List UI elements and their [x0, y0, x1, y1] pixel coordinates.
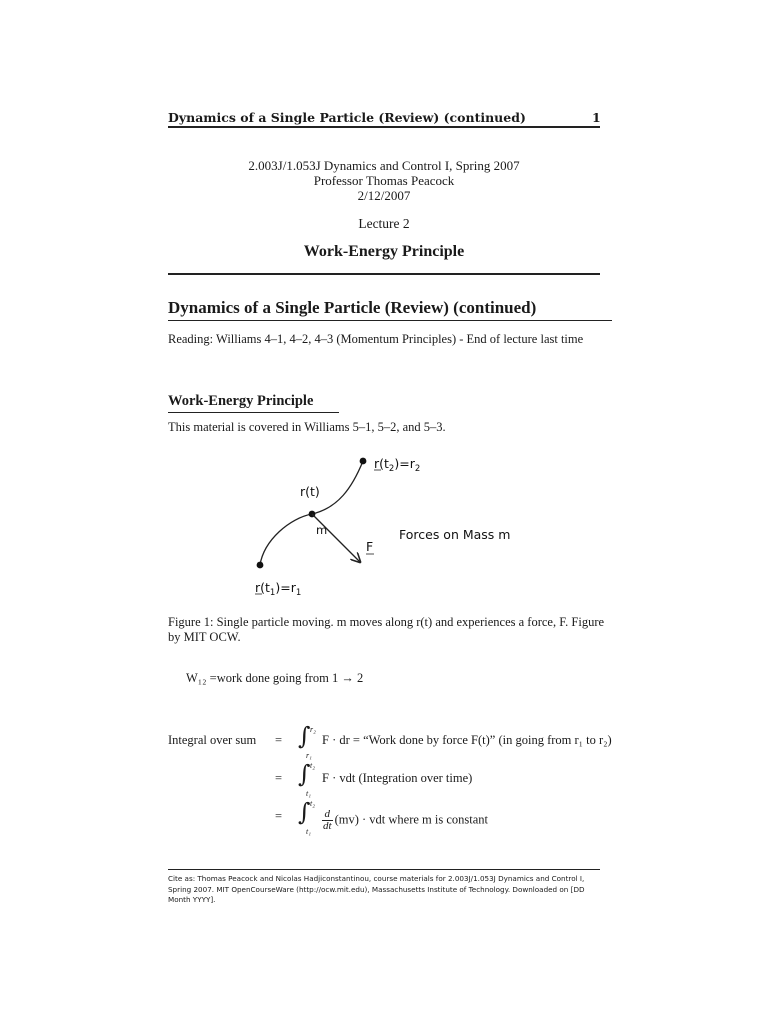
document-title: Work-Energy Principle	[303, 243, 465, 260]
label-m: m	[316, 523, 328, 537]
date-line: 2/12/2007	[357, 188, 411, 203]
fraction-numerator: d	[322, 809, 333, 821]
figure-caption: Figure 1: Single particle moving. m moves along r(t) and experiences a force, F. Figure by MIT OCW.	[168, 615, 605, 644]
label-r-t2: $r(t_2)=r_2$	[374, 456, 421, 474]
equation-rhs-1: F · dr = “Work done by force F(t)” (in going from r₁ to r₂)	[322, 733, 612, 747]
equation-rhs-3	[322, 809, 488, 832]
start-point	[257, 562, 264, 569]
section-rule	[168, 320, 612, 321]
header-rule	[168, 126, 600, 128]
equals-sign-1: =	[275, 733, 283, 747]
particle-trajectory-figure	[250, 448, 520, 600]
derivative-fraction	[322, 809, 333, 832]
integral-sign-3: ∫	[298, 798, 311, 826]
label-forces: Forces on Mass m	[399, 527, 511, 542]
reading-paragraph: Reading: Williams 4–1, 4–2, 4–3 (Momentum Principles) - End of lecture last time	[168, 332, 584, 346]
course-info	[168, 158, 600, 203]
subsection-rule	[168, 412, 339, 413]
section-title: Dynamics of a Single Particle (Review) (continued)	[168, 298, 537, 317]
equals-sign-2: =	[275, 771, 283, 785]
subsection-title: Work-Energy Principle	[168, 393, 314, 409]
covered-paragraph: This material is covered in Williams 5–1, 5–2, and 5–3.	[168, 420, 446, 434]
upper-limit-3: t₂	[310, 799, 316, 808]
label-r-t1: $r(t_1)=r_1$	[255, 580, 302, 598]
lower-limit-2: t₁	[306, 789, 312, 798]
title-rule	[168, 273, 600, 275]
work-definition: W₁₂ =work done going from 1 → 2	[186, 671, 364, 685]
citation-note: Cite as: Thomas Peacock and Nicolas Hadjiconstantinou, course materials for 2.003J/1.053J Dynamics and Control I, Spring 2007. MIT OpenCourseWare (http://ocw.mit.edu), Massachusetts Institute of Technology. Downloaded on [DD Month YYYY].	[168, 874, 585, 904]
equation-rhs-2: F · vdt (Integration over time)	[322, 771, 473, 785]
label-F: F	[366, 539, 374, 554]
lecture-number: Lecture 2	[358, 216, 410, 231]
course-line: 2.003J/1.053J Dynamics and Control I, Spring 2007	[248, 158, 520, 173]
label-r-t: r(t)	[300, 484, 320, 499]
lower-limit-3: t₁	[306, 827, 312, 836]
force-arrow	[312, 514, 360, 562]
integral-sign-1: ∫	[298, 722, 311, 750]
lower-limit-1: r₁	[306, 751, 312, 760]
upper-limit-1: r₂	[310, 725, 316, 734]
integral-sign-2: ∫	[298, 760, 311, 788]
equation-rhs-3-text: (mv) · vdt where m is constant	[334, 812, 488, 827]
upper-limit-2: t₂	[310, 761, 316, 770]
fraction-denominator: dt	[323, 820, 332, 832]
equals-sign-3: =	[275, 809, 283, 823]
end-point	[360, 458, 367, 465]
professor-line: Professor Thomas Peacock	[313, 173, 455, 188]
footer-rule	[168, 869, 600, 870]
page-number: 1	[592, 110, 601, 125]
running-header-title: Dynamics of a Single Particle (Review) (continued)	[168, 110, 526, 125]
equation-label: Integral over sum	[168, 733, 257, 747]
